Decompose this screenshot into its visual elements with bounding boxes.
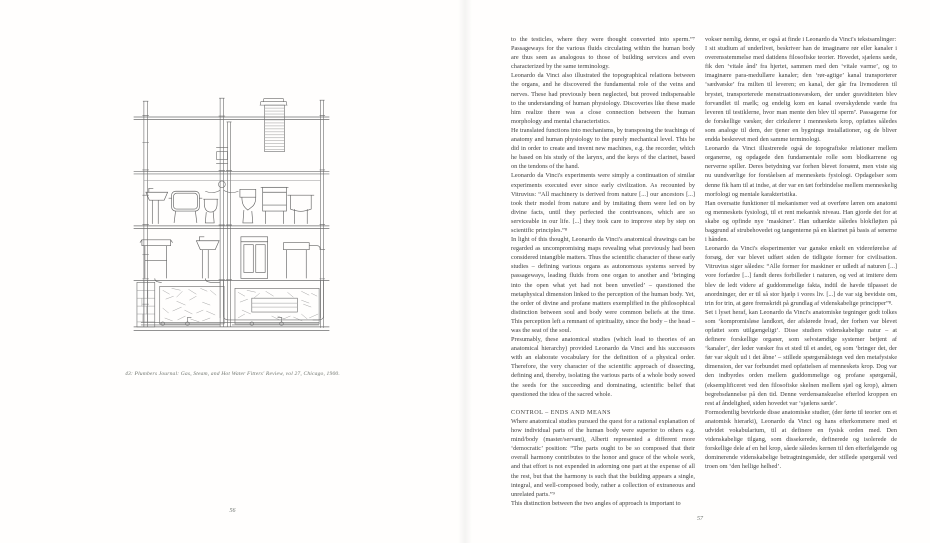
page-gutter-shadow bbox=[458, 0, 472, 543]
plumbing-section-figure bbox=[133, 95, 331, 338]
paragraph: Where anatomical studies pursued the quest for a rational explanation of how individual parts of the human body were superior to others e.g. mind/body (master/servant), Alberti represented a different more ‘democratic’ position: “The parts ought to be so composed that their overall harmony contributes to the honor and grace of the whole work, and that effort is not expended in adorning one part at the expense of all the rest, but that the harmony is such that the building appears a single, integral, and well-composed body, rather a collection of extraneous and unrelated parts.”⁹ bbox=[511, 417, 695, 498]
paragraph: vokser nemlig, denne, er også at finde i Leonardo da Vinci's tekstsamlinger: bbox=[705, 36, 897, 43]
danish-text-column bbox=[705, 35, 897, 472]
paragraph: to the testicles, where they were thought converted into sperm.”⁷ Passageways for the various fluids circulating within the human body are thus seen as analogous to those of building services and even characterized by the same terminology. bbox=[511, 36, 695, 71]
paragraph: Han oversatte funktioner til mekanismer ved at overføre læren om anatomi og menneskets fysiologi, til et rent mekanisk niveau. Han gjorde det for at skabe og opfinde nye ‘maskiner’. Han udtænkte således blokfløjten på baggrund af strubehovedet og tangenterne på en klarinet på basis af senerne i hånden. bbox=[705, 199, 897, 244]
paragraph: Leonardo da Vinci's experiments were simply a continuation of similar experiments executed ever since early civilization. As recounted by Vitruvius: “All machinery is derived from nature [...] our ancestors [...] took their model from nature and by imitating them were led on by divine facts, until they perfected the contrivances, which are so serviceable in our life. [...] they took care to improve step by step on scientific principles.”⁸ bbox=[511, 172, 695, 234]
paragraph: He translated functions into mechanisms, by transposing the teachings of anatomy and human physiology to the purely mechanical level. This he did in order to create and invent new machines, e.g. the recorder, which he based on his study of the larynx, and the keys of the clarinet, based on the tendons of the hand. bbox=[511, 126, 695, 171]
english-text-column bbox=[511, 35, 695, 508]
paragraph: Leonardo da Vinci also illustrated the topographical relations between the organs, and he discovered the fundamental role of the veins and nerves. These had previously been neglected, but proved indispensable to the understanding of human physiology. Discoveries like these made him realize there was a close connection between the human morphology and mental characteristics. bbox=[511, 72, 695, 125]
paragraph: This distinction between the two angles of approach is important to bbox=[511, 499, 681, 507]
right-page bbox=[465, 0, 930, 543]
paragraph: Formodentlig bevirkede disse anatomiske studier, (der førte til teorier om et anatomisk hierarki), Leonardo da Vinci og hans efterkommere med et udvidet vokabularium, til at definere en fysisk orden med. Den videnskabelige tilgang, som dissekerede, definerede og isolerede de forskellige dele af en hel krop, såede således kernen til den efterfølgende og dominerende videnskabelige betragtningsmåde, der stillede spørgsmål ved troen om ‘den hellige helhed’. bbox=[705, 408, 897, 471]
page-number-right: 57 bbox=[697, 516, 703, 522]
paragraph: Set i lyset heraf, kan Leonardo da Vinci's anatomiske tegninger godt tolkes som ‘kompromisløse landkort, der afslørede hvad, der forhen var blevet opfattet som utilgængeligt’. Disse studiers videnskabelige natur – at definere forskellige organer, som selvstændige systemer betjent af ‘kanaler’, der leder væsker fra et sted til et andet, og som ‘bringer det, der før var skjult ud i det åbne’ – stillede spørgsmålstegn ved den metafysiske dimension, der var forbundet med opfattelsen af menneskets krop. Dog var den indbyrdes orden mellem guddommelige og profane spørgsmål, (eksemplificeret ved den filosofiske skelnen mellem sjæl og krop), almen begrebsdannelse på den tid. Denne verdensanskuelse efterlod kroppen en rest af åndelighed, siden hovedet var ‘sjælens sæde’. bbox=[705, 308, 897, 407]
paragraph: I sit studium af underlivet, beskriver han de imaginære rør eller kanaler i overensstemmelse med datidens filosofiske teorier. Hovedet, sjælens sæde, fik den ‘vitale ånd’ fra hjertet, sammen med den ‘vitale varme’, og to imaginære para-medullære kanaler; den ‘rør-agtige’ kanal transporterer ‘sædvæske’ fra milten til leveren; en kanal, der går fra livmoderen til brystet, transporterede menstruationsvæsken, der under graviditeten blev forvandlet til mælk; og endelig kom en kanal overskydende væde fra leveren til testiklerne, hvor man mente den blev til sperm⁷. Passagerne for de forskellige væsker, der cirkulerer i menneskets krop, opfattes således som analoge til dem, der tjener en bygnings installationer, og de bliver endda beskrevet med den samme terminologi. bbox=[705, 45, 897, 144]
figure-container bbox=[133, 95, 331, 338]
paragraph: Presumably, these anatomical studies (which lead to theories of an anatomical hierarchy) provided Leonardo da Vinci and his successors with an elaborate vocabulary for the definition of a physical order. Therefore, the very character of the scientific approach of dissecting, defining and, thereby, isolating the various parts of a whole body sowed the seeds for the succeeding and dominating, scientific belief that questioned the idea of the sacred whole. bbox=[511, 336, 695, 398]
paragraph: Leonardo da Vinci's eksperimenter var ganske enkelt en videreførelse af forsøg, der var blevet udført siden de tidligste former for civilisation. Vitruvius siger således: “Alle former for maskiner er udledt af naturen [...] vore forfædre [...] fandt deres forbilleder i naturen, og ved at imitere dem blev de ledt videre af guddommelige fakta, indtil de havde tilpasset de anordninger, der er til så stor hjælp i vores liv. [...] de var sig bevidste om, trin for trin, at gøre fremskridt på grundlag af videnskabelige principper”⁸. bbox=[705, 245, 897, 307]
figure-caption: 43: Plumbers Journal: Gas, Steam, and Hot Water Fitters' Review, vol 27, Chicago, 1900. bbox=[125, 371, 340, 377]
paragraph: Leonardo da Vinci illustrerede også de topografiske relationer mellem organerne, og opdagede den fundamentale rolle som blodkarrene og nerverne spiller. Deres betydning var forhen blevet forsømt, men viste sig nu uundværlige for forståelsen af menneskets fysiologi. Opdagelser som denne fik ham til at indse, at der var en tæt forbindelse mellem menneskelig morfologi og mentale karakteristika. bbox=[705, 145, 897, 198]
page-number-left: 56 bbox=[229, 508, 236, 514]
section-heading: CONTROL – ENDS AND MEANS bbox=[511, 408, 611, 416]
paragraph: In light of this thought, Leonardo da Vinci's anatomical drawings can be regarded as uncompromising maps revealing what previously had been considered intangible matters. Thus the scientific character of these early studies – defining various organs as autonomous systems served by passageways, leading fluids from one organ to another and ‘bringing into the open what yet had not been unveiled’ – questioned the metaphysical dimension linked to the perception of the human body. Yet, the order of divine and profane matters exemplified in the philosophical distinction between soul and body were common beliefs at the time. This perception left a remnant of spirituality, since the body – the head – was the seat of the soul. bbox=[511, 236, 695, 334]
